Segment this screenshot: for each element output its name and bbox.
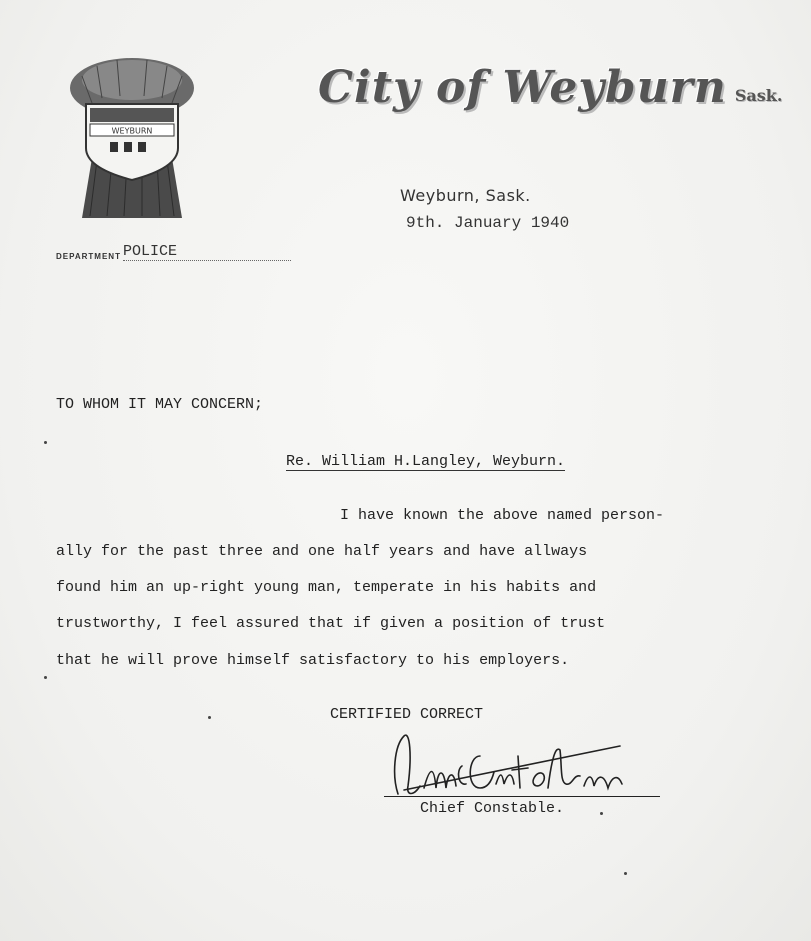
paper-speck xyxy=(208,716,211,719)
body-line: I have known the above named person- xyxy=(340,507,665,524)
paper-speck xyxy=(44,441,47,444)
body-line: found him an up-right young man, temperate in his habits and xyxy=(56,579,597,596)
certified-correct: CERTIFIED CORRECT xyxy=(330,706,484,723)
letterhead-city-name: City of Weyburn xyxy=(318,62,727,113)
paper-speck xyxy=(600,812,603,815)
signature-line xyxy=(384,796,660,797)
crest-banner-text: WEYBURN xyxy=(111,126,153,136)
letterhead-province: Sask. xyxy=(734,86,783,105)
body-line: that he will prove himself satisfactory to his employers. xyxy=(56,652,570,669)
letter-place: Weyburn, Sask. xyxy=(400,186,531,205)
body-line: trustworthy, I feel assured that if given a position of trust xyxy=(56,615,606,632)
paper-speck xyxy=(624,872,627,875)
department-label: DEPARTMENT xyxy=(56,252,121,261)
handwritten-signature xyxy=(384,726,644,810)
department-field xyxy=(56,244,291,261)
signer-title: Chief Constable. xyxy=(420,800,565,817)
city-crest-logo xyxy=(62,48,202,228)
department-value: POLICE xyxy=(123,244,291,261)
letterhead xyxy=(318,62,782,113)
salutation: TO WHOM IT MAY CONCERN; xyxy=(56,396,264,413)
paper-speck xyxy=(44,676,47,679)
letter-date: 9th. January 1940 xyxy=(406,214,570,232)
reference-text: Re. William H.Langley, Weyburn. xyxy=(286,453,566,470)
reference-line xyxy=(286,453,565,470)
body-line: ally for the past three and one half years and have allways xyxy=(56,543,588,560)
